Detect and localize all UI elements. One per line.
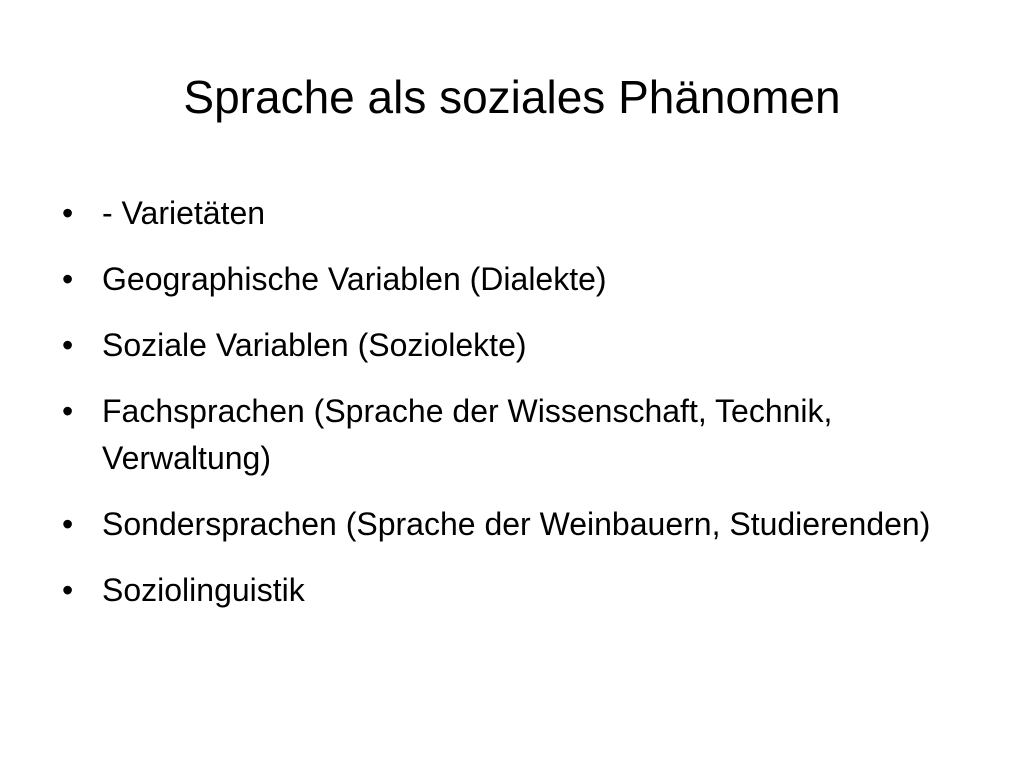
bullet-text: - Varietäten [102, 195, 266, 231]
bullet-item [62, 501, 962, 548]
bullet-item [62, 256, 962, 303]
bullet-point-icon: • [62, 195, 74, 231]
bullet-item [62, 190, 962, 237]
bullet-item [62, 388, 962, 482]
bullet-text: Soziolinguistik [102, 572, 305, 608]
bullet-point-icon: • [62, 506, 74, 542]
bullet-text: Fachsprachen (Sprache der Wissenschaft, Technik, Verwaltung) [102, 393, 833, 476]
bullet-point-icon: • [62, 572, 74, 608]
bullet-point-icon: • [62, 261, 74, 297]
bullet-text: Soziale Variablen (Soziolekte) [102, 327, 527, 363]
slide-title: Sprache als soziales Phänomen [183, 71, 841, 123]
bullet-point-icon: • [62, 327, 74, 363]
bullet-point-icon: • [62, 393, 74, 429]
bullet-item [62, 322, 962, 369]
bullet-text: Sondersprachen (Sprache der Weinbauern, Studierenden) [102, 506, 931, 542]
bullet-list [62, 190, 962, 633]
bullet-item [62, 567, 962, 614]
bullet-text: Geographische Variablen (Dialekte) [102, 261, 607, 297]
